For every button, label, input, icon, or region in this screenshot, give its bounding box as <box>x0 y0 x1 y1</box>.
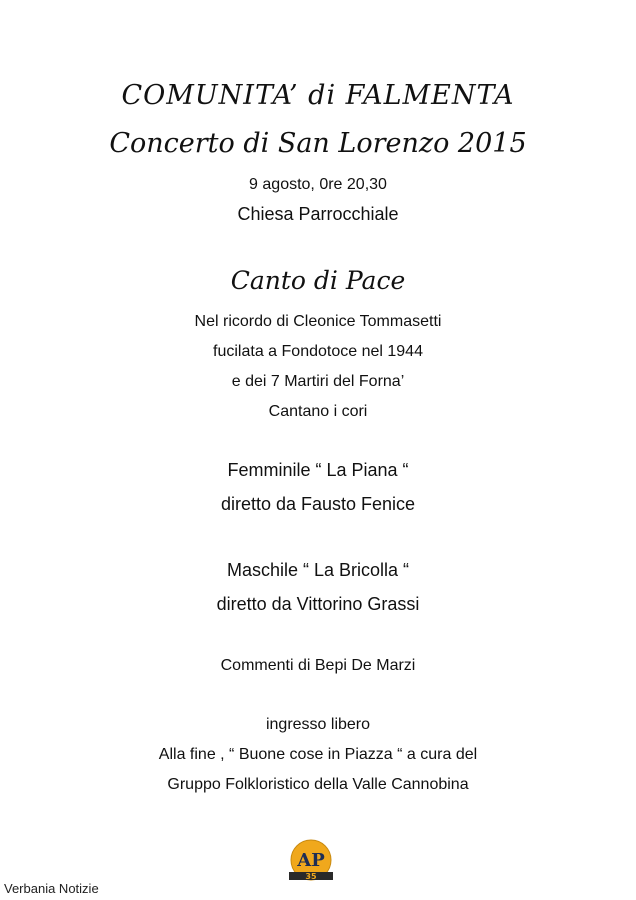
choir-director: diretto da Fausto Fenice <box>220 494 416 514</box>
dedication-line: e dei 7 Martiri del Forna’ <box>231 373 405 390</box>
dedication-line: Cantano i cori <box>268 403 368 420</box>
dedication-line: Nel ricordo di Cleonice Tommasetti <box>194 313 442 330</box>
source-watermark: Verbania Notizie <box>4 881 99 896</box>
entry-info: ingresso libero <box>265 716 371 733</box>
date-time: 9 agosto, 0re 20,30 <box>249 176 387 193</box>
svg-text:AP: AP <box>297 850 325 871</box>
svg-text:35: 35 <box>305 872 317 881</box>
concert-title: Concerto di San Lorenzo 2015 <box>109 128 527 159</box>
venue: Chiesa Parrocchiale <box>237 204 399 224</box>
closing-line: Alla fine , “ Buone cose in Piazza “ a cura del <box>158 746 478 763</box>
comments: Commenti di Bepi De Marzi <box>220 657 416 674</box>
dedication-line: fucilata a Fondotoce nel 1944 <box>213 343 423 360</box>
choir-name: Maschile “ La Bricolla “ <box>226 560 410 580</box>
choir-director: diretto da Vittorino Grassi <box>216 594 420 614</box>
program-title: Canto di Pace <box>230 266 406 295</box>
community-title: COMUNITA’ di FALMENTA <box>121 80 515 111</box>
choir-name: Femminile “ La Piana “ <box>227 460 409 480</box>
closing-line: Gruppo Folkloristico della Valle Cannobina <box>167 776 469 793</box>
association-anniversary-logo-icon <box>285 838 337 886</box>
